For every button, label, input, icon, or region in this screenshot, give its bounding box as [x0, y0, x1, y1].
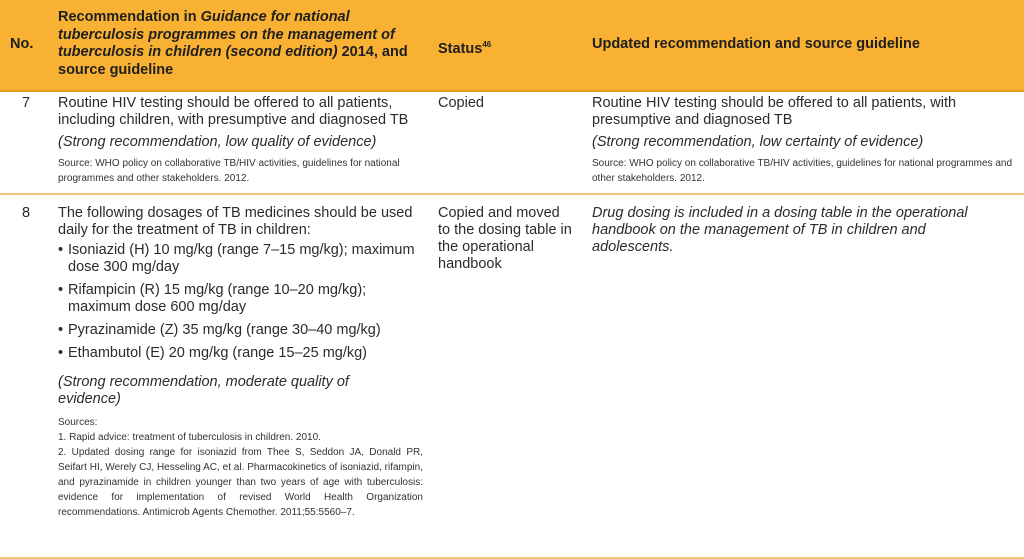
dosage-item: • Ethambutol (E) 20 mg/kg (range 15–25 mg/kg) [58, 345, 423, 362]
upd-text: Routine HIV testing should be offered to all patients, with presumptive and diagnosed TB [592, 95, 957, 128]
header-recommendation: Recommendation in Guidance for national tuberculosis programmes on the management of tuberculosis in children (second edition) 2014, and source guideline [58, 9, 408, 78]
table-row [0, 92, 1024, 195]
dosage-item: • Rifampicin (R) 15 mg/kg (range 10–20 mg/kg); maximum dose 600 mg/day [58, 282, 423, 316]
rec-strength: (Strong recommendation, moderate quality of evidence) [58, 374, 349, 407]
table-header [0, 0, 1024, 92]
dosage-item: • Pyrazinamide (Z) 35 mg/kg (range 30–40 mg/kg) [58, 322, 423, 339]
header-status: Status$^{46}$ [438, 40, 492, 57]
source-item: 2. Updated dosing range for isoniazid from Thee S, Seddon JA, Donald PR, Seifart HI, Werely CJ, Hesseling AC, et al. Pharmacokinetics of isoniazid, rifampin, and pyrazinamide in children younger than two years of age with tuberculosis: evidence for implementation of revised World Health Organization recommendations. Antimicrob Agents Chemother. 2011;55:5560–7. [58, 447, 423, 518]
rec-text: Routine HIV testing should be offered to all patients, including children, with presumptive and diagnosed TB [58, 95, 409, 128]
rec-strength: (Strong recommendation, low quality of evidence) [58, 134, 377, 150]
rec-text: The following dosages of TB medicines should be used daily for the treatment of TB in children: [58, 205, 413, 238]
row-updated [592, 95, 1012, 186]
row-status: Copied and moved to the dosing table in the operational handbook [438, 205, 572, 272]
row-recommendation [58, 205, 423, 520]
row-number: 8 [22, 205, 31, 221]
header-guidance-title: Guidance for national tuberculosis programmes on the management of tuberculosis in children (second edition) [58, 9, 395, 60]
table-row [0, 195, 1024, 559]
sources-title: Sources: [58, 417, 98, 428]
header-updated: Updated recommendation and source guideline [592, 36, 920, 52]
upd-source: Source: WHO policy on collaborative TB/HIV activities, guidelines for national programmes and other stakeholders. 2012. [592, 158, 1013, 184]
upd-strength: (Strong recommendation, low certainty of evidence) [592, 134, 924, 150]
row-recommendation [58, 95, 423, 186]
dosage-item: • Isoniazid (H) 10 mg/kg (range 7–15 mg/kg); maximum dose 300 mg/day [58, 242, 423, 276]
row-status: Copied [438, 95, 484, 111]
header-status-footnote: 46 [482, 40, 492, 49]
row-number: 7 [22, 95, 31, 111]
source-item: 1. Rapid advice: treatment of tuberculosis in children. 2010. [58, 432, 321, 443]
row-updated: Drug dosing is included in a dosing table in the operational handbook on the management of TB in children and adolescents. [592, 205, 968, 255]
header-no: No. [10, 36, 34, 52]
rec-source: Source: WHO policy on collaborative TB/HIV activities, guidelines for national programmes and other stakeholders. 2012. [58, 158, 400, 184]
